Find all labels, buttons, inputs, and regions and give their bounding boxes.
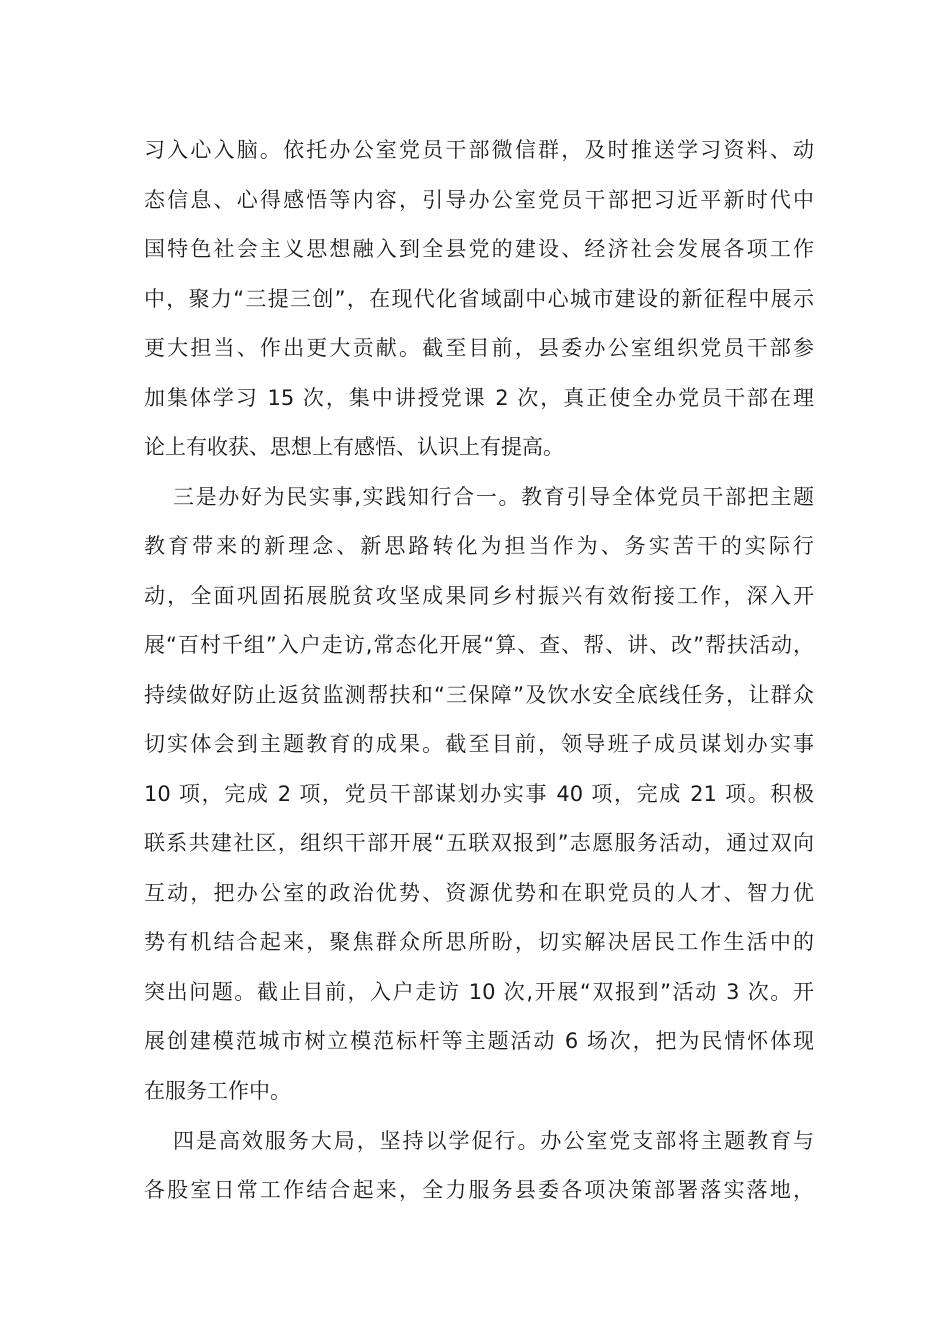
- text-line-7: 论上有收获、思想上有感悟、认识上有提高。: [144, 435, 564, 459]
- text-line-20: 在服务工作中。: [144, 1079, 291, 1103]
- text-line-5: 更大担当、作出更大贡献。截至目前，县委办公室组织党员干部参: [144, 336, 814, 360]
- text-line-10: 动，全面巩固拓展脱贫攻坚成果同乡村振兴有效衔接工作，深入开: [144, 584, 814, 608]
- text-line-4: 中，聚力“三提三创”，在现代化省域副中心城市建设的新征程中展示: [144, 287, 814, 311]
- text-line-15: 联系共建社区，组织干部开展“五联双报到”志愿服务活动，通过双向: [144, 831, 814, 855]
- text-line-8: 三是办好为民实事,实践知行合一。教育引导全体党员干部把主题: [173, 485, 814, 509]
- text-line-21: 四是高效服务大局，坚持以学促行。办公室党支部将主题教育与: [173, 1129, 814, 1153]
- text-line-9: 教育带来的新理念、新思路转化为担当作为、务实苦干的实际行: [144, 534, 814, 558]
- text-line-2: 态信息、心得感悟等内容，引导办公室党员干部把习近平新时代中: [144, 188, 814, 212]
- text-line-6: 加集体学习 15 次，集中讲授党课 2 次，真正使全办党员干部在理: [144, 386, 814, 410]
- text-line-18: 突出问题。截止目前，入户走访 10 次,开展“双报到”活动 3 次。开: [144, 980, 814, 1004]
- text-line-13: 切实体会到主题教育的成果。截至目前，领导班子成员谋划办实事: [144, 732, 814, 756]
- text-line-17: 势有机结合起来，聚焦群众所思所盼，切实解决居民工作生活中的: [144, 930, 814, 954]
- text-line-22: 各股室日常工作结合起来，全力服务县委各项决策部署落实落地，: [144, 1178, 814, 1202]
- text-line-3: 国特色社会主义思想融入到全县党的建设、经济社会发展各项工作: [144, 237, 814, 261]
- text-line-12: 持续做好防止返贫监测帮扶和“三保障”及饮水安全底线任务，让群众: [144, 683, 814, 707]
- text-line-1: 习入心入脑。依托办公室党员干部微信群，及时推送学习资料、动: [144, 138, 814, 162]
- text-line-11: 展“百村千组”入户走访,常态化开展“算、查、帮、讲、改”帮扶活动，: [144, 633, 814, 657]
- text-line-19: 展创建模范城市树立模范标杆等主题活动 6 场次，把为民情怀体现: [144, 1029, 814, 1053]
- text-line-14: 10 项，完成 2 项，党员干部谋划办实事 40 项，完成 21 项。积极: [144, 782, 814, 806]
- text-line-16: 互动，把办公室的政治优势、资源优势和在职党员的人才、智力优: [144, 881, 814, 905]
